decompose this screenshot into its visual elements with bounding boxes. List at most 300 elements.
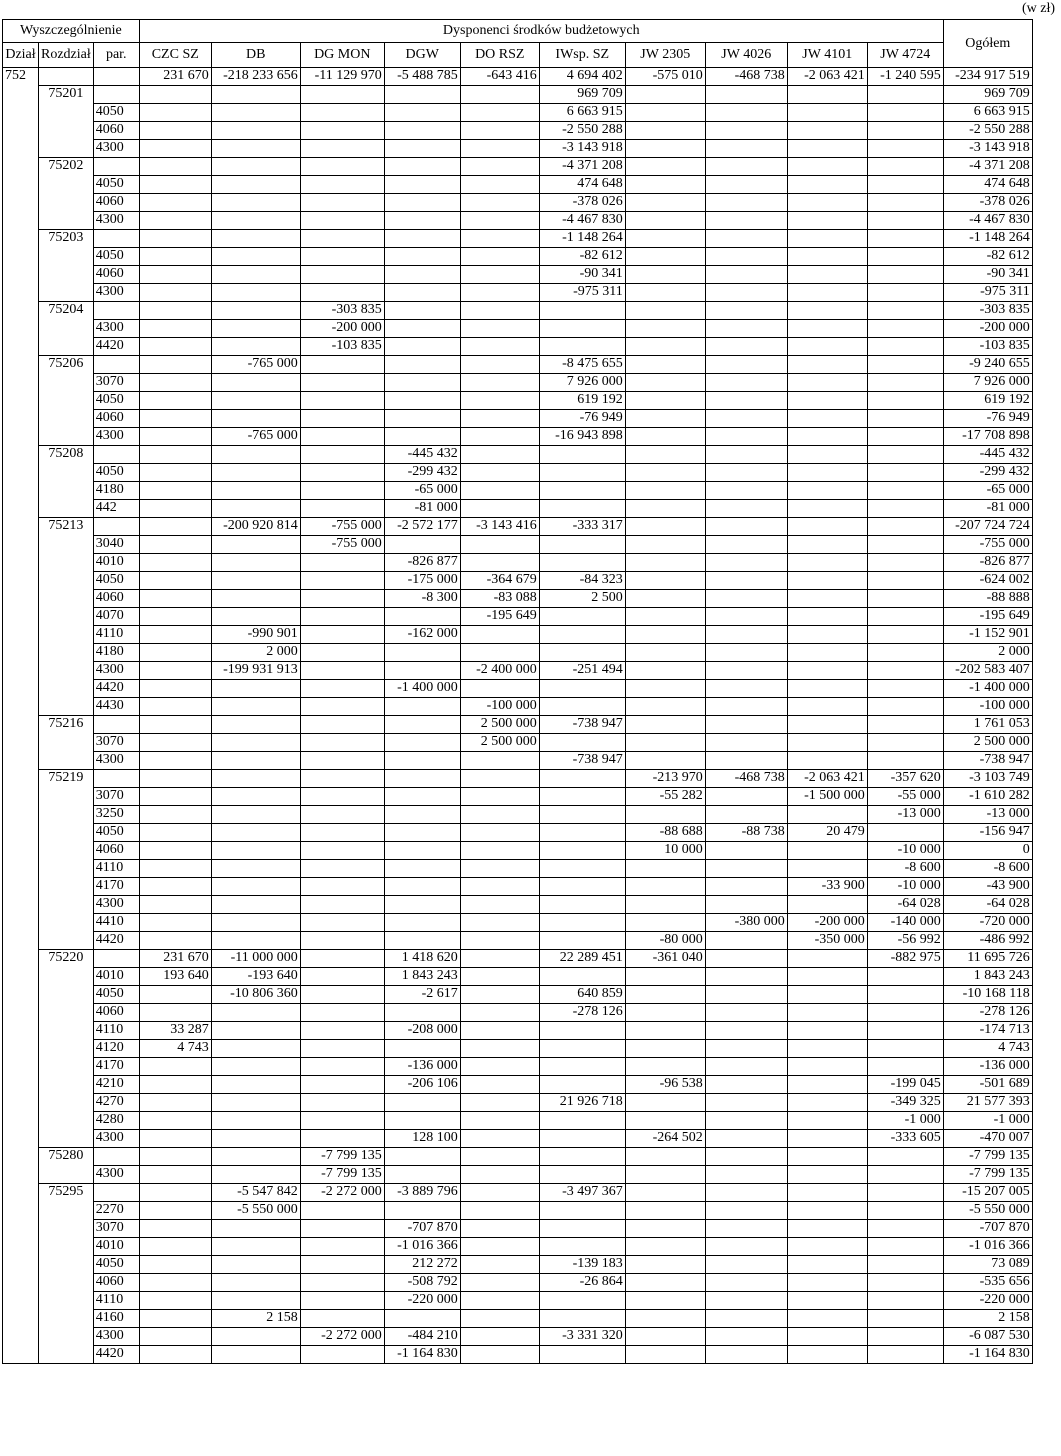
paragraf-row — [3, 698, 1033, 716]
value-cell — [460, 266, 539, 284]
paragraf-row — [3, 1328, 1033, 1346]
value-cell — [539, 896, 625, 914]
value-cell — [300, 500, 384, 518]
value-cell — [211, 680, 300, 698]
value-cell — [460, 1346, 539, 1364]
par-code: 4300 — [93, 1166, 139, 1184]
value-cell: -65 000 — [943, 482, 1032, 500]
value-cell — [867, 518, 943, 536]
paragraf-row — [3, 248, 1033, 266]
value-cell — [625, 410, 705, 428]
value-cell: -10 000 — [867, 842, 943, 860]
par-empty — [93, 356, 139, 374]
value-cell — [705, 1274, 787, 1292]
value-cell — [139, 140, 211, 158]
value-cell — [625, 680, 705, 698]
value-cell — [139, 752, 211, 770]
value-cell — [705, 104, 787, 122]
value-cell — [300, 896, 384, 914]
value-cell: -333 317 — [539, 518, 625, 536]
value-cell — [539, 932, 625, 950]
value-cell: -575 010 — [625, 68, 705, 86]
value-cell — [539, 464, 625, 482]
value-cell: -200 000 — [300, 320, 384, 338]
value-cell — [705, 1238, 787, 1256]
value-cell — [787, 230, 867, 248]
value-cell — [705, 1058, 787, 1076]
value-cell: 619 192 — [943, 392, 1032, 410]
value-cell — [867, 716, 943, 734]
value-cell — [300, 1202, 384, 1220]
value-cell: -100 000 — [943, 698, 1032, 716]
value-cell — [460, 410, 539, 428]
value-cell — [211, 572, 300, 590]
value-cell — [867, 644, 943, 662]
value-cell — [625, 752, 705, 770]
value-cell: -10 168 118 — [943, 986, 1032, 1004]
value-cell: -16 943 898 — [539, 428, 625, 446]
value-cell: -535 656 — [943, 1274, 1032, 1292]
header-column: DGW — [384, 43, 460, 68]
value-cell — [139, 824, 211, 842]
value-cell — [460, 158, 539, 176]
value-cell — [211, 860, 300, 878]
header-column: IWsp. SZ — [539, 43, 625, 68]
par-code: 4110 — [93, 626, 139, 644]
value-cell — [300, 680, 384, 698]
value-cell — [460, 302, 539, 320]
value-cell — [460, 176, 539, 194]
value-cell — [211, 536, 300, 554]
value-cell: -64 028 — [867, 896, 943, 914]
rozdzial-row — [3, 770, 1033, 788]
value-cell — [787, 644, 867, 662]
value-cell — [460, 1238, 539, 1256]
value-cell — [300, 842, 384, 860]
par-code: 2270 — [93, 1202, 139, 1220]
value-cell: 11 695 726 — [943, 950, 1032, 968]
value-cell — [211, 1274, 300, 1292]
value-cell: -380 000 — [705, 914, 787, 932]
value-cell — [460, 1094, 539, 1112]
value-cell — [539, 842, 625, 860]
value-cell: -975 311 — [539, 284, 625, 302]
value-cell: -765 000 — [211, 356, 300, 374]
value-cell: -378 026 — [943, 194, 1032, 212]
value-cell — [460, 230, 539, 248]
value-cell: -445 432 — [943, 446, 1032, 464]
value-cell — [867, 1166, 943, 1184]
paragraf-row — [3, 824, 1033, 842]
value-cell — [867, 536, 943, 554]
value-cell — [211, 1022, 300, 1040]
value-cell — [300, 248, 384, 266]
value-cell — [384, 140, 460, 158]
value-cell: -7 799 135 — [943, 1166, 1032, 1184]
value-cell — [867, 104, 943, 122]
value-cell — [705, 212, 787, 230]
value-cell — [384, 266, 460, 284]
value-cell — [139, 428, 211, 446]
value-cell — [705, 1184, 787, 1202]
value-cell — [460, 1274, 539, 1292]
value-cell — [539, 1076, 625, 1094]
value-cell — [460, 752, 539, 770]
value-cell: -1 148 264 — [539, 230, 625, 248]
value-cell: 6 663 915 — [943, 104, 1032, 122]
value-cell — [300, 608, 384, 626]
paragraf-row — [3, 680, 1033, 698]
par-code: 4210 — [93, 1076, 139, 1094]
value-cell — [867, 482, 943, 500]
paragraf-row — [3, 482, 1033, 500]
value-cell — [787, 1220, 867, 1238]
value-cell: -2 617 — [384, 986, 460, 1004]
value-cell — [139, 356, 211, 374]
value-cell — [705, 788, 787, 806]
value-cell — [384, 914, 460, 932]
value-cell — [211, 716, 300, 734]
value-cell — [211, 914, 300, 932]
value-cell: -468 738 — [705, 68, 787, 86]
value-cell — [539, 734, 625, 752]
value-cell — [139, 1184, 211, 1202]
value-cell — [211, 752, 300, 770]
value-cell — [787, 536, 867, 554]
rozdzial-code: 75295 — [39, 1184, 94, 1364]
value-cell — [625, 122, 705, 140]
value-cell — [460, 644, 539, 662]
value-cell — [384, 122, 460, 140]
value-cell — [705, 482, 787, 500]
value-cell — [625, 1004, 705, 1022]
value-cell — [460, 284, 539, 302]
value-cell — [300, 878, 384, 896]
value-cell — [300, 176, 384, 194]
value-cell — [139, 860, 211, 878]
table-body — [3, 68, 1033, 1364]
value-cell: -2 572 177 — [384, 518, 460, 536]
value-cell — [211, 158, 300, 176]
par-code: 4050 — [93, 572, 139, 590]
value-cell: -10 000 — [867, 878, 943, 896]
value-cell — [867, 500, 943, 518]
value-cell — [625, 212, 705, 230]
value-cell — [139, 1274, 211, 1292]
value-cell — [384, 608, 460, 626]
value-cell — [625, 284, 705, 302]
par-code: 4060 — [93, 842, 139, 860]
value-cell — [539, 608, 625, 626]
value-cell — [787, 356, 867, 374]
par-empty — [93, 302, 139, 320]
rozdzial-code: 75206 — [39, 356, 94, 446]
value-cell: -470 007 — [943, 1130, 1032, 1148]
value-cell — [539, 770, 625, 788]
value-cell — [625, 428, 705, 446]
value-cell: -1 016 366 — [943, 1238, 1032, 1256]
value-cell — [539, 302, 625, 320]
value-cell — [625, 374, 705, 392]
value-cell: -350 000 — [787, 932, 867, 950]
value-cell — [705, 1328, 787, 1346]
value-cell — [211, 1076, 300, 1094]
value-cell — [625, 644, 705, 662]
value-cell: -445 432 — [384, 446, 460, 464]
value-cell — [300, 410, 384, 428]
value-cell — [211, 698, 300, 716]
par-code: 4110 — [93, 1022, 139, 1040]
value-cell — [705, 176, 787, 194]
value-cell: -55 282 — [625, 788, 705, 806]
value-cell: -234 917 519 — [943, 68, 1032, 86]
value-cell: -81 000 — [943, 500, 1032, 518]
value-cell — [625, 734, 705, 752]
par-code: 4300 — [93, 1130, 139, 1148]
value-cell — [211, 266, 300, 284]
value-cell — [211, 86, 300, 104]
value-cell — [625, 140, 705, 158]
par-code: 4060 — [93, 194, 139, 212]
value-cell — [539, 1022, 625, 1040]
paragraf-row — [3, 932, 1033, 950]
value-cell — [300, 572, 384, 590]
value-cell — [705, 1094, 787, 1112]
value-cell — [139, 572, 211, 590]
value-cell: -264 502 — [625, 1130, 705, 1148]
value-cell: 2 500 000 — [460, 734, 539, 752]
value-cell — [139, 176, 211, 194]
value-cell — [300, 446, 384, 464]
value-cell: -96 538 — [625, 1076, 705, 1094]
value-cell — [539, 824, 625, 842]
value-cell: 2 158 — [211, 1310, 300, 1328]
value-cell — [625, 572, 705, 590]
value-cell — [139, 374, 211, 392]
par-code: 3070 — [93, 374, 139, 392]
value-cell: -1 000 — [867, 1112, 943, 1130]
value-cell: 2 500 000 — [460, 716, 539, 734]
value-cell — [705, 338, 787, 356]
value-cell — [867, 392, 943, 410]
value-cell — [460, 1202, 539, 1220]
value-cell: -624 002 — [943, 572, 1032, 590]
value-cell — [539, 1148, 625, 1166]
value-cell: 21 577 393 — [943, 1094, 1032, 1112]
paragraf-row — [3, 788, 1033, 806]
par-code: 4010 — [93, 554, 139, 572]
paragraf-row — [3, 554, 1033, 572]
value-cell — [705, 950, 787, 968]
value-cell: -303 835 — [943, 302, 1032, 320]
value-cell: 20 479 — [787, 824, 867, 842]
value-cell — [625, 338, 705, 356]
value-cell — [787, 446, 867, 464]
paragraf-row — [3, 338, 1033, 356]
par-code: 4170 — [93, 1058, 139, 1076]
value-cell: -8 475 655 — [539, 356, 625, 374]
value-cell — [139, 158, 211, 176]
value-cell — [625, 608, 705, 626]
par-empty — [93, 68, 139, 86]
value-cell — [787, 1274, 867, 1292]
value-cell — [539, 788, 625, 806]
value-cell — [705, 626, 787, 644]
value-cell — [460, 374, 539, 392]
rozdzial-row — [3, 230, 1033, 248]
value-cell — [384, 806, 460, 824]
par-code: 4060 — [93, 590, 139, 608]
value-cell — [867, 1148, 943, 1166]
value-cell — [705, 446, 787, 464]
value-cell — [139, 1112, 211, 1130]
value-cell — [539, 1310, 625, 1328]
value-cell — [139, 482, 211, 500]
par-empty — [93, 950, 139, 968]
value-cell: 2 000 — [943, 644, 1032, 662]
value-cell: -139 183 — [539, 1256, 625, 1274]
par-code: 4160 — [93, 1310, 139, 1328]
value-cell — [211, 482, 300, 500]
value-cell — [460, 1220, 539, 1238]
value-cell — [705, 644, 787, 662]
value-cell — [139, 842, 211, 860]
value-cell — [867, 212, 943, 230]
value-cell: 2 500 — [539, 590, 625, 608]
value-cell — [300, 590, 384, 608]
value-cell — [705, 518, 787, 536]
paragraf-row — [3, 572, 1033, 590]
value-cell — [625, 626, 705, 644]
value-cell — [139, 1256, 211, 1274]
value-cell — [384, 770, 460, 788]
value-cell — [300, 986, 384, 1004]
value-cell: -213 970 — [625, 770, 705, 788]
value-cell — [787, 950, 867, 968]
par-code: 4420 — [93, 680, 139, 698]
value-cell — [625, 518, 705, 536]
value-cell — [705, 194, 787, 212]
value-cell — [787, 572, 867, 590]
value-cell — [705, 554, 787, 572]
value-cell — [139, 1004, 211, 1022]
value-cell — [539, 806, 625, 824]
value-cell — [625, 1094, 705, 1112]
rozdzial-row — [3, 356, 1033, 374]
value-cell — [867, 752, 943, 770]
value-cell — [867, 320, 943, 338]
value-cell — [867, 626, 943, 644]
par-code: 4300 — [93, 140, 139, 158]
value-cell — [384, 842, 460, 860]
par-code: 4120 — [93, 1040, 139, 1058]
value-cell: -299 432 — [943, 464, 1032, 482]
rozdzial-code: 75216 — [39, 716, 94, 770]
value-cell — [211, 410, 300, 428]
value-cell — [139, 1148, 211, 1166]
value-cell: -26 864 — [539, 1274, 625, 1292]
value-cell — [625, 1148, 705, 1166]
value-cell — [867, 1256, 943, 1274]
paragraf-row — [3, 1112, 1033, 1130]
value-cell — [867, 1310, 943, 1328]
value-cell: -738 947 — [539, 716, 625, 734]
value-cell — [787, 554, 867, 572]
value-cell — [867, 140, 943, 158]
value-cell: -1 400 000 — [384, 680, 460, 698]
par-code: 442 — [93, 500, 139, 518]
value-cell — [460, 122, 539, 140]
value-cell: -175 000 — [384, 572, 460, 590]
value-cell — [867, 446, 943, 464]
paragraf-row — [3, 122, 1033, 140]
value-cell — [211, 734, 300, 752]
rozdzial-code: 75220 — [39, 950, 94, 1148]
value-cell: -55 000 — [867, 788, 943, 806]
value-cell — [300, 1058, 384, 1076]
value-cell — [300, 158, 384, 176]
value-cell — [211, 1004, 300, 1022]
value-cell — [211, 932, 300, 950]
value-cell: 128 100 — [384, 1130, 460, 1148]
value-cell: -1 500 000 — [787, 788, 867, 806]
value-cell — [705, 1148, 787, 1166]
value-cell — [300, 464, 384, 482]
value-cell — [787, 1076, 867, 1094]
value-cell — [705, 734, 787, 752]
value-cell — [384, 230, 460, 248]
value-cell: -3 143 416 — [460, 518, 539, 536]
value-cell — [787, 842, 867, 860]
value-cell: -1 016 366 — [384, 1238, 460, 1256]
value-cell — [460, 338, 539, 356]
value-cell — [300, 266, 384, 284]
par-code: 4060 — [93, 266, 139, 284]
value-cell — [211, 878, 300, 896]
value-cell — [705, 968, 787, 986]
value-cell — [300, 1256, 384, 1274]
value-cell — [705, 662, 787, 680]
value-cell — [384, 356, 460, 374]
value-cell — [625, 1292, 705, 1310]
rozdzial-row — [3, 518, 1033, 536]
value-cell: -486 992 — [943, 932, 1032, 950]
value-cell: -755 000 — [300, 518, 384, 536]
paragraf-row — [3, 1220, 1033, 1238]
value-cell — [787, 410, 867, 428]
value-cell — [300, 230, 384, 248]
value-cell: -7 799 135 — [300, 1166, 384, 1184]
paragraf-row — [3, 266, 1033, 284]
value-cell — [539, 1166, 625, 1184]
value-cell: 4 743 — [943, 1040, 1032, 1058]
value-cell — [139, 194, 211, 212]
value-cell: -208 000 — [384, 1022, 460, 1040]
par-code: 4300 — [93, 896, 139, 914]
value-cell — [384, 716, 460, 734]
value-cell — [300, 1310, 384, 1328]
value-cell — [300, 212, 384, 230]
par-code: 4300 — [93, 752, 139, 770]
value-cell: 969 709 — [539, 86, 625, 104]
paragraf-row — [3, 176, 1033, 194]
value-cell: -10 806 360 — [211, 986, 300, 1004]
value-cell — [625, 248, 705, 266]
header-wyszczegolnienie: Wyszczególnienie — [3, 20, 140, 43]
value-cell — [300, 1112, 384, 1130]
value-cell — [460, 986, 539, 1004]
value-cell — [625, 1202, 705, 1220]
